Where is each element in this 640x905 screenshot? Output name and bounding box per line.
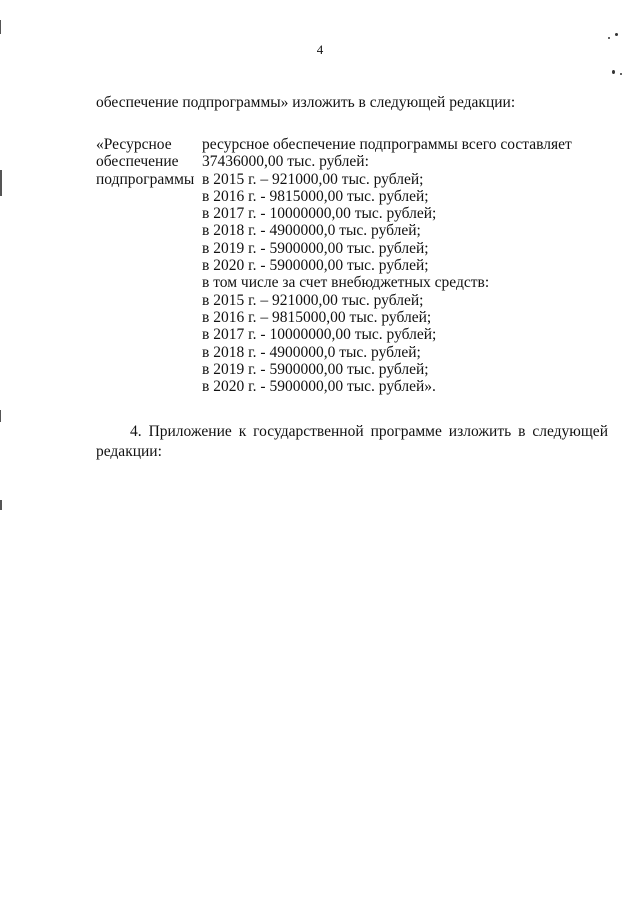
resource-support-block: [96, 136, 616, 395]
resource-label-column: [96, 136, 202, 395]
scan-margin-mark: [0, 20, 1, 34]
intro-line: обеспечение подпрограммы» изложить в следующей редакции:: [96, 94, 516, 111]
extrabudgetary-year-line: в 2015 г. – 921000,00 тыс. рублей;: [202, 291, 424, 309]
scan-margin-mark: [0, 170, 2, 196]
scan-margin-mark: [0, 500, 2, 510]
funding-year-line: в 2020 г. - 5900000,00 тыс. рублей;: [202, 257, 429, 275]
funding-year-line: в 2015 г. – 921000,00 тыс. рублей;: [202, 170, 424, 188]
extrabudgetary-year-line: в 2018 г. - 4900000,0 тыс. рублей;: [202, 343, 421, 361]
extrabudgetary-year-line: в 2019 г. - 5900000,00 тыс. рублей;: [202, 360, 429, 378]
funding-year-line: в 2019 г. - 5900000,00 тыс. рублей;: [202, 239, 429, 257]
extrabudgetary-heading: в том числе за счет внебюджетных средств:: [202, 274, 490, 292]
scan-speck: [612, 70, 615, 74]
resource-label-line: подпрограммы: [96, 170, 195, 188]
extrabudgetary-year-line: в 2020 г. - 5900000,00 тыс. рублей».: [202, 378, 436, 396]
resource-total-line: ресурсное обеспечение подпрограммы всего составляет: [202, 136, 572, 153]
scan-speck: [615, 33, 618, 36]
scan-speck: [620, 73, 622, 75]
scan-speck: [608, 37, 610, 39]
resource-label-line: «Ресурсное: [96, 136, 172, 153]
resource-label-line: обеспечение: [96, 153, 179, 171]
section-4-paragraph: 4. Приложение к государственной программе изложить в следующей редакции:: [96, 423, 608, 460]
page-number: 4: [316, 42, 324, 57]
resource-value-column: [202, 136, 616, 395]
scan-margin-mark: [0, 410, 1, 422]
funding-year-line: в 2016 г. - 9815000,00 тыс. рублей;: [202, 187, 429, 205]
resource-total-amount: 37436000,00 тыс. рублей:: [202, 153, 369, 171]
extrabudgetary-year-line: в 2017 г. - 10000000,00 тыс. рублей;: [202, 326, 437, 344]
extrabudgetary-year-line: в 2016 г. – 9815000,00 тыс. рублей;: [202, 308, 432, 326]
funding-year-line: в 2018 г. - 4900000,0 тыс. рублей;: [202, 222, 421, 240]
funding-year-line: в 2017 г. - 10000000,00 тыс. рублей;: [202, 205, 437, 223]
